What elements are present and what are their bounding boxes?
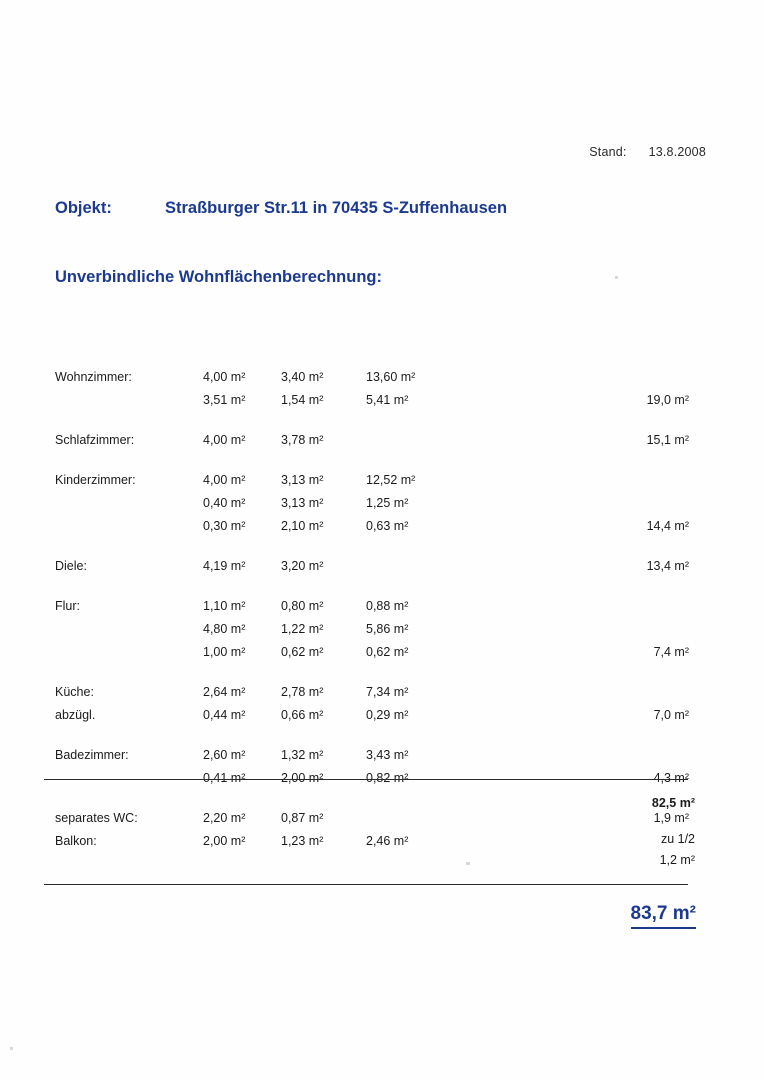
row-value-2: 0,87 m² [281,811,324,825]
calc-group-flur [55,595,695,664]
row-value-3: 5,86 m² [366,622,409,636]
divider-subtotal [44,779,688,780]
table-row [55,555,695,578]
row-value-2: 2,78 m² [281,685,324,699]
table-row [55,641,695,664]
row-value-1: 1,10 m² [203,599,246,613]
row-value-2: 1,23 m² [281,834,324,848]
row-label: Schlafzimmer: [55,433,135,447]
calc-group-diele [55,555,695,578]
row-value-3: 7,34 m² [366,685,409,699]
row-value-1: 0,41 m² [203,771,246,785]
divider-total [44,884,688,885]
row-value-2: 0,66 m² [281,708,324,722]
row-value-1: 4,00 m² [203,473,246,487]
calc-group-badezimmer [55,744,695,790]
row-label: Küche: [55,685,94,699]
row-sum: 7,4 m² [653,645,689,659]
table-row [55,429,695,452]
row-value-1: 2,20 m² [203,811,246,825]
row-value-2: 1,54 m² [281,393,324,407]
table-row [55,469,695,492]
row-label: Balkon: [55,834,97,848]
row-value-3: 0,63 m² [366,519,409,533]
table-row [55,618,695,641]
row-value-1: 0,40 m² [203,496,246,510]
row-value-1: 4,80 m² [203,622,246,636]
table-row [55,744,695,767]
calc-group-kinderzimmer [55,469,695,538]
document-date [589,145,706,159]
calc-group-separates-wc [55,807,695,830]
row-sum: 1,9 m² [653,811,689,825]
row-value-3: 12,52 m² [366,473,416,487]
table-row [55,595,695,618]
row-value-3: 0,62 m² [366,645,409,659]
row-label: Flur: [55,599,80,613]
balkon-half-value: 1,2 m² [659,853,695,867]
row-value-3: 1,25 m² [366,496,409,510]
row-value-2: 3,20 m² [281,559,324,573]
row-label: Kinderzimmer: [55,473,136,487]
table-row [55,492,695,515]
document-date-value: 13.8.2008 [648,145,706,159]
row-value-1: 4,19 m² [203,559,246,573]
row-value-3: 0,29 m² [366,708,409,722]
row-label: Diele: [55,559,87,573]
row-sum: 19,0 m² [646,393,689,407]
subtotal-value: 82,5 m² [651,796,695,810]
row-value-1: 0,30 m² [203,519,246,533]
row-value-2: 1,32 m² [281,748,324,762]
row-label-deduction: abzügl. [55,708,96,722]
row-value-2: 3,13 m² [281,473,324,487]
row-value-1: 1,00 m² [203,645,246,659]
document-date-label: Stand: [589,145,627,159]
table-row [55,515,695,538]
row-value-3: 2,46 m² [366,834,409,848]
table-row [55,704,695,727]
row-value-2: 3,13 m² [281,496,324,510]
row-value-2: 3,40 m² [281,370,324,384]
row-sum: 7,0 m² [653,708,689,722]
row-value-1: 2,00 m² [203,834,246,848]
table-row [55,681,695,704]
row-value-1: 0,44 m² [203,708,246,722]
object-title [55,199,507,218]
row-label: Badezimmer: [55,748,129,762]
row-value-1: 2,64 m² [203,685,246,699]
scan-speck [466,862,470,865]
object-label: Objekt: [55,199,112,217]
page-title: Unverbindliche Wohnflächenberechnung: [55,268,382,286]
scan-speck [615,276,618,279]
row-value-2: 1,22 m² [281,622,324,636]
scan-speck [10,1047,13,1050]
row-value-2: 3,78 m² [281,433,324,447]
row-value-1: 4,00 m² [203,433,246,447]
calc-group-kueche [55,681,695,727]
table-row [55,389,695,412]
row-label: Wohnzimmer: [55,370,132,384]
grand-total-value: 83,7 m² [631,903,696,929]
balkon-half-note: zu 1/2 [660,832,695,846]
table-row [55,366,695,389]
row-value-3: 5,41 m² [366,393,409,407]
row-value-2: 0,62 m² [281,645,324,659]
calc-group-wohnzimmer [55,366,695,412]
row-value-1: 3,51 m² [203,393,246,407]
row-value-2: 2,10 m² [281,519,324,533]
row-sum: 15,1 m² [646,433,689,447]
row-value-1: 4,00 m² [203,370,246,384]
row-value-3: 0,82 m² [366,771,409,785]
row-sum: 13,4 m² [646,559,689,573]
calculation-table [55,366,695,830]
row-sum: 4,3 m² [653,771,689,785]
row-label: separates WC: [55,811,138,825]
row-sum: 14,4 m² [646,519,689,533]
row-value-3: 0,88 m² [366,599,409,613]
row-value-2: 0,80 m² [281,599,324,613]
row-value-1: 2,60 m² [203,748,246,762]
row-value-2: 2,00 m² [281,771,324,785]
table-row [55,807,695,830]
row-value-3: 3,43 m² [366,748,409,762]
object-address: Straßburger Str.11 in 70435 S-Zuffenhausen [165,199,508,217]
calc-group-schlafzimmer [55,429,695,452]
row-value-3: 13,60 m² [366,370,416,384]
